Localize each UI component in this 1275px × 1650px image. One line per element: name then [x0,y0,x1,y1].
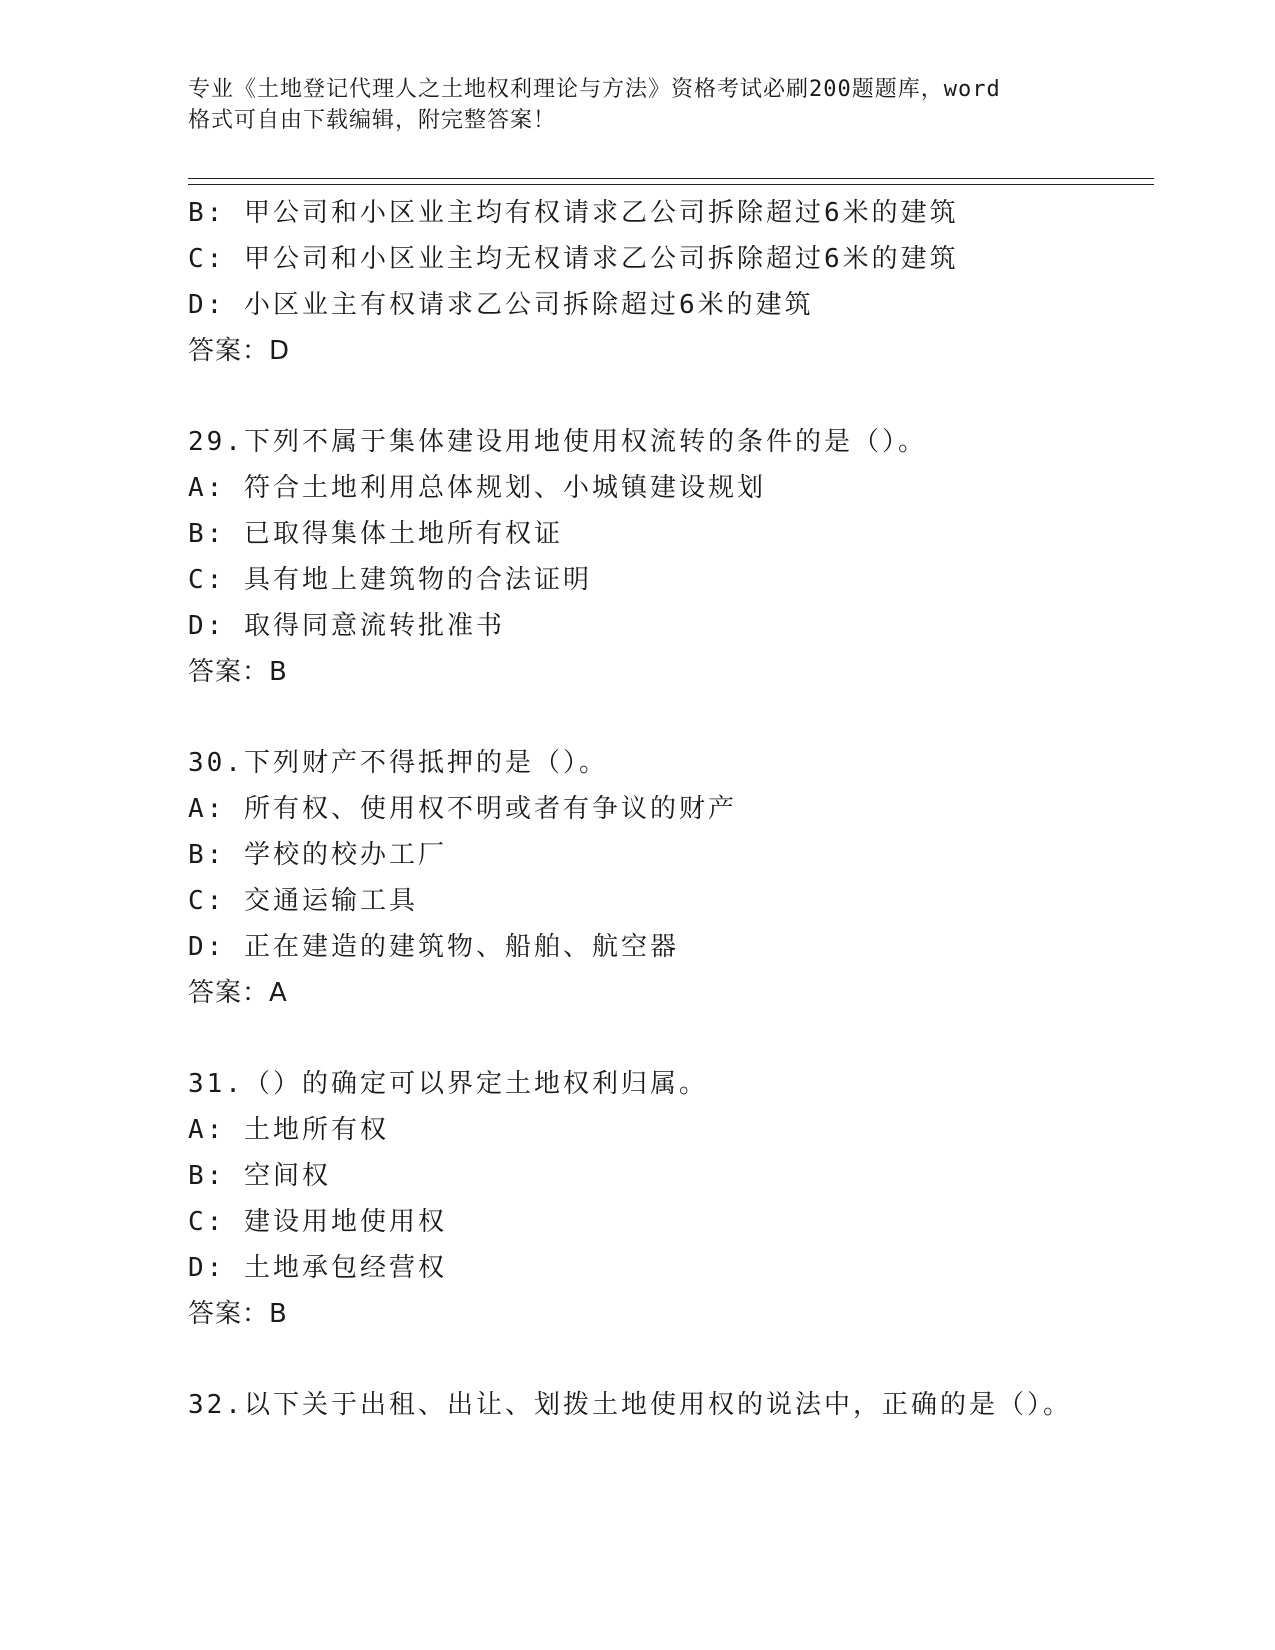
option-c: C: 甲公司和小区业主均无权请求乙公司拆除超过6米的建筑 [188,244,959,274]
question-28-continued [188,190,1148,374]
answer: 答案：D [188,336,291,366]
header-divider-bottom [188,184,1154,185]
option-d: D: 正在建造的建筑物、船舶、航空器 [188,932,679,962]
answer: 答案：B [188,1299,288,1329]
option-c: C: 建设用地使用权 [188,1207,447,1237]
question-stem: 29.下列不属于集体建设用地使用权流转的条件的是（）。 [188,427,927,457]
question-stem: 31.（）的确定可以界定土地权利归属。 [188,1069,708,1099]
header-line-1: 专业《土地登记代理人之土地权利理论与方法》资格考试必刷200题题库，word [188,77,1001,102]
answer: 答案：B [188,657,288,687]
question-32 [188,1382,1148,1428]
header-divider-top [188,178,1154,179]
question-list [188,190,1148,1428]
option-a: A: 所有权、使用权不明或者有争议的财产 [188,794,737,824]
question-stem: 32.以下关于出租、出让、划拨土地使用权的说法中，正确的是（）。 [188,1390,1072,1420]
option-b: B: 空间权 [188,1161,331,1191]
document-header [188,74,1088,136]
option-d: D: 小区业主有权请求乙公司拆除超过6米的建筑 [188,290,814,320]
option-c: C: 具有地上建筑物的合法证明 [188,565,592,595]
option-a: A: 符合土地利用总体规划、小城镇建设规划 [188,473,766,503]
option-a: A: 土地所有权 [188,1115,389,1145]
option-b: B: 甲公司和小区业主均有权请求乙公司拆除超过6米的建筑 [188,198,959,228]
option-c: C: 交通运输工具 [188,886,418,916]
question-30 [188,740,1148,1016]
question-29 [188,419,1148,695]
answer: 答案：A [188,978,288,1008]
option-d: D: 取得同意流转批准书 [188,611,505,641]
option-b: B: 学校的校办工厂 [188,840,447,870]
header-line-2: 格式可自由下载编辑，附完整答案！ [188,108,557,133]
option-b: B: 已取得集体土地所有权证 [188,519,563,549]
question-stem: 30.下列财产不得抵押的是（）。 [188,748,608,778]
option-d: D: 土地承包经营权 [188,1253,447,1283]
question-31 [188,1061,1148,1337]
